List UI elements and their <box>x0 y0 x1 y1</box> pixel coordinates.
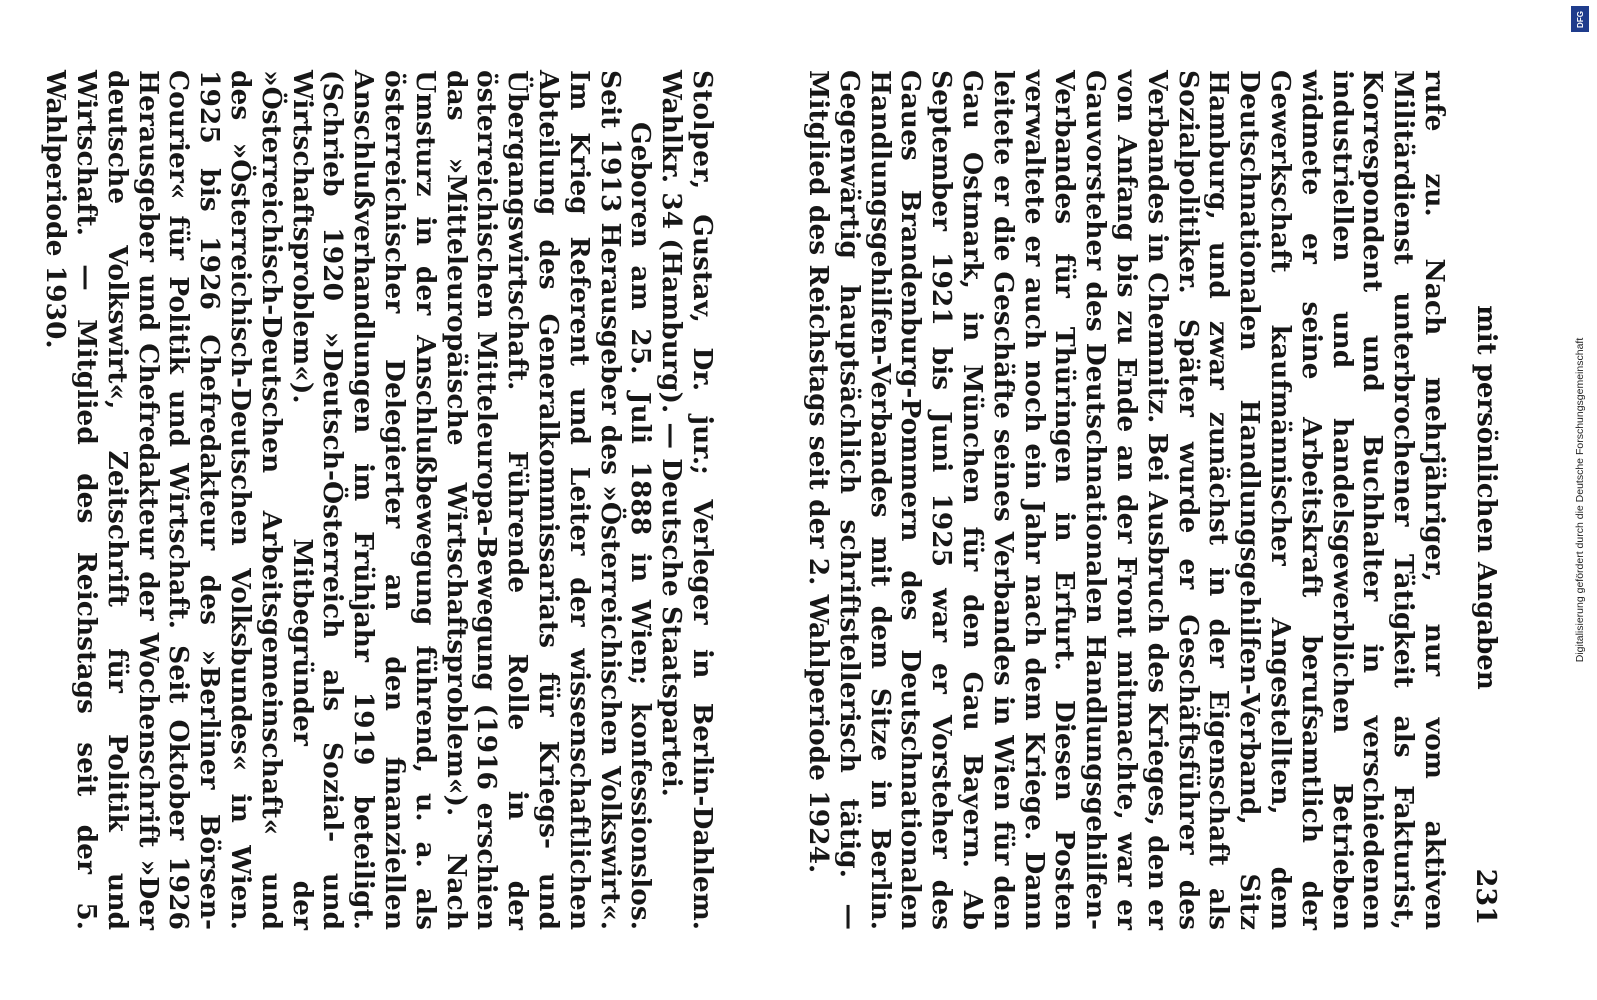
dfg-logo-icon <box>1571 6 1589 32</box>
entry-heading <box>655 70 717 930</box>
running-title: mit persönlichen Angaben <box>1471 305 1501 690</box>
digitization-credit <box>1565 0 1595 1000</box>
page-header <box>1459 70 1509 925</box>
entry-name: Stolper, <box>687 70 718 190</box>
page-number: 231 <box>1470 868 1501 925</box>
dfg-logo-text: DFG <box>1575 10 1585 28</box>
biography-entry-stolper <box>39 70 717 930</box>
entry-body: Geboren am 25. Juli 1888 in Wien; konfessionslos. Seit 1913 Herausgeber des »Österreichischen Volkswirt«. Im Krieg Referent und Leiter der wissenschaftlichen Abteilung des Generalkommissariats für Kriegs- und Übergangswirtschaft. Führende Rolle in der österreichischen Mitteleuropa-Bewegung (1916 erschien das »Mitteleuropäische Wirtschaftsproblem«). Nach Umsturz in der Anschlußbewegung führend, u. a. als österreichischer Delegierter an den finanziellen Anschlußverhandlungen im Frühjahr 1919 beteiligt. (Schrieb 1920 »Deutsch-Österreich als Sozial- und Wirtschaftsproblem«). Mitbegründer der »Österreichisch-Deutschen Arbeitsgemeinschaft« und des »Österreichisch-Deutschen Volksbundes« in Wien. 1925 bis 1926 Chefredakteur des »Berliner Börsen-Courier« für Politik und Wirtschaft. Seit Oktober 1926 Herausgeber und Chefredakteur der Wochenschrift »Der deutsche Volkswirt«, Zeitschrift für Politik und Wirtschaft. — Mitglied des Reichstags seit der 5. Wahlperiode 1930. <box>40 70 657 930</box>
biography-paragraph: rufe zu. Nach mehrjähriger, nur vom aktiven Militärdienst unterbrochener Tätigkeit als Fakturist, Korrespondent und Buchhalter in verschiedenen industriellen und handelsgewerblichen Betrieben widmete er seine Arbeitskraft berufsamtlich der Gewerkschaft kaufmännischer Angestellten, dem Deutschnationalen Handlungsgehilfen-Verband, Sitz Hamburg, und zwar zunächst in der Eigenschaft als Sozialpolitiker. Später wurde er Geschäftsführer des Verbandes in Chemnitz. Bei Ausbruch des Krieges, den er von Anfang bis zu Ende an der Front mitmachte, war er Gauvorsteher des Deutschnationalen Handlungsgehilfen-Verbandes für Thüringen in Erfurt. Diesen Posten verwaltete er auch noch ein Jahr nach dem Kriege. Dann leitete er die Geschäfte seines Verbandes in Wien für den Gau Ostmark, in München für den Gau Bayern. Ab September 1921 bis Juni 1925 war er Vorsteher des Gaues Brandenburg-Pommern des Deutschnationalen Handlungsgehilfen-Verbandes mit dem Sitze in Berlin. Gegenwärtig hauptsächlich schriftstellerisch tätig. — Mitglied des Reichstags seit der 2. Wahlperiode 1924. <box>803 70 1450 930</box>
entry-heading-rest: Gustav, Dr. jur.; Verleger in Berlin-Dahlem. Wahlkr. 34 (Hamburg). — Deutsche Staatspartei. <box>656 70 718 930</box>
credit-text: Digitalisierung gefördert durch die Deutsche Forschungsgemeinschaft <box>1574 337 1586 663</box>
biography-continuation <box>802 70 1449 930</box>
